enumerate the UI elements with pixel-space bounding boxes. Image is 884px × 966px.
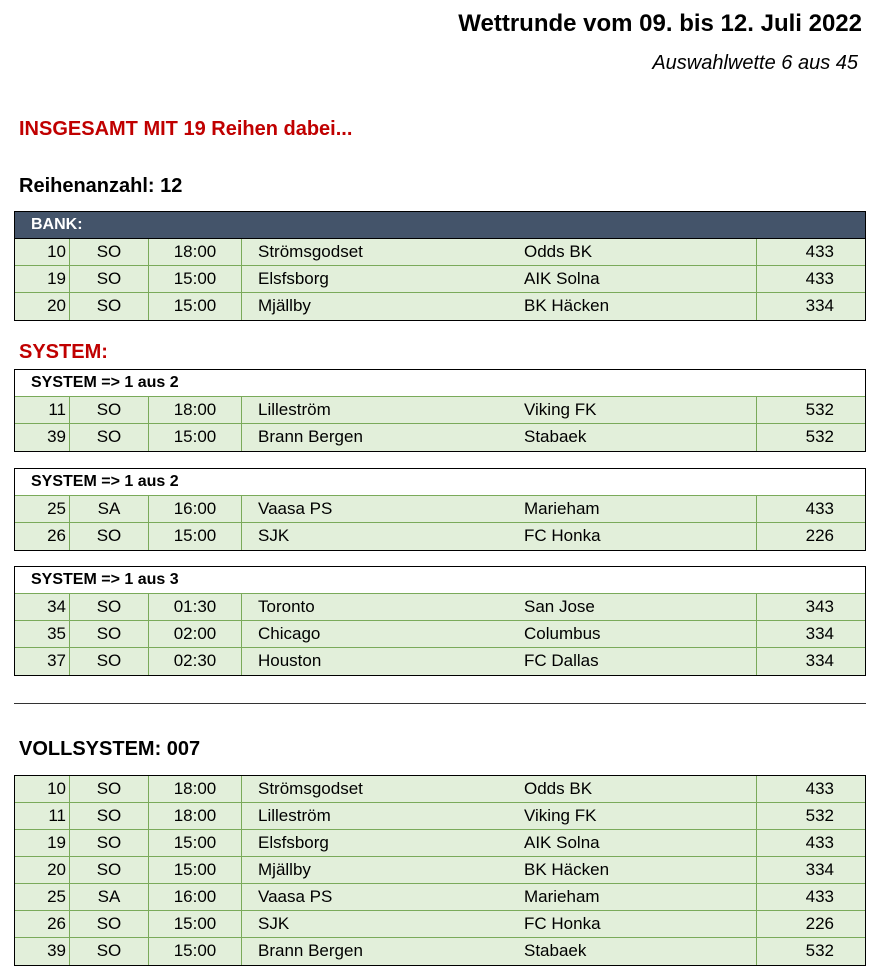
away-team: FC Honka [508, 911, 757, 937]
home-team: Strömsgodset [258, 242, 363, 261]
match-day: SO [70, 594, 149, 620]
match-time: 02:30 [149, 648, 242, 675]
match-number: 20 [15, 293, 70, 320]
match-odds: 433 [805, 269, 834, 288]
home-team: Vaasa PS [258, 499, 333, 518]
system-header: SYSTEM => 1 aus 2 [15, 469, 865, 496]
match-time: 16:00 [149, 884, 242, 910]
match-day: SO [70, 803, 149, 829]
table-row [15, 938, 865, 965]
match-number: 39 [15, 938, 70, 965]
away-team: San Jose [508, 594, 757, 620]
match-number: 25 [15, 884, 70, 910]
away-team: Marieham [508, 496, 757, 522]
match-day: SO [70, 239, 149, 265]
match-odds: 532 [805, 806, 834, 825]
away-team: AIK Solna [508, 830, 757, 856]
page-subtitle: Auswahlwette 6 aus 45 [652, 52, 858, 74]
match-time: 18:00 [149, 776, 242, 802]
match-odds: 433 [805, 242, 834, 261]
table-row [15, 830, 865, 857]
away-team: Columbus [508, 621, 757, 647]
home-team: Mjällby [258, 860, 311, 879]
match-day: SO [70, 266, 149, 292]
match-day: SO [70, 857, 149, 883]
match-number: 19 [15, 830, 70, 856]
system-heading: SYSTEM: [19, 341, 108, 363]
system-rows [15, 496, 865, 550]
table-row [15, 523, 865, 550]
table-row [15, 911, 865, 938]
match-odds: 532 [805, 427, 834, 446]
match-number: 39 [15, 424, 70, 451]
match-number: 19 [15, 266, 70, 292]
match-time: 15:00 [149, 424, 242, 451]
summary-headline: INSGESAMT MIT 19 Reihen dabei... [19, 118, 353, 140]
match-day: SO [70, 938, 149, 965]
away-team: FC Dallas [508, 648, 757, 675]
match-odds: 334 [805, 624, 834, 643]
home-team: Toronto [258, 597, 315, 616]
system-header: SYSTEM => 1 aus 3 [15, 567, 865, 594]
table-row [15, 293, 865, 320]
home-team: Strömsgodset [258, 779, 363, 798]
match-number: 25 [15, 496, 70, 522]
match-odds: 343 [805, 597, 834, 616]
match-time: 15:00 [149, 857, 242, 883]
match-number: 26 [15, 911, 70, 937]
match-day: SA [70, 496, 149, 522]
bank-block [14, 211, 866, 321]
table-row [15, 884, 865, 911]
page-title: Wettrunde vom 09. bis 12. Juli 2022 [458, 10, 862, 37]
table-row [15, 648, 865, 675]
match-number: 11 [15, 803, 70, 829]
match-day: SO [70, 424, 149, 451]
match-odds: 334 [805, 296, 834, 315]
home-team: SJK [258, 526, 290, 545]
match-odds: 532 [805, 941, 834, 960]
match-time: 16:00 [149, 496, 242, 522]
match-odds: 226 [805, 914, 834, 933]
match-odds: 532 [805, 400, 834, 419]
away-team: AIK Solna [508, 266, 757, 292]
match-day: SA [70, 884, 149, 910]
table-row [15, 239, 865, 266]
home-team: Vaasa PS [258, 887, 333, 906]
table-row [15, 496, 865, 523]
match-number: 10 [15, 776, 70, 802]
home-team: Elsfsborg [258, 833, 329, 852]
home-team: SJK [258, 914, 290, 933]
match-time: 15:00 [149, 266, 242, 292]
vollsystem-rows [15, 776, 865, 965]
match-time: 15:00 [149, 293, 242, 320]
match-day: SO [70, 523, 149, 550]
match-odds: 433 [805, 779, 834, 798]
match-time: 15:00 [149, 938, 242, 965]
home-team: Lilleström [258, 806, 331, 825]
match-number: 11 [15, 397, 70, 423]
match-day: SO [70, 776, 149, 802]
away-team: FC Honka [508, 523, 757, 550]
match-number: 20 [15, 857, 70, 883]
match-odds: 334 [805, 860, 834, 879]
away-team: Stabaek [508, 424, 757, 451]
home-team: Mjällby [258, 296, 311, 315]
match-odds: 433 [805, 833, 834, 852]
match-day: SO [70, 911, 149, 937]
system-rows [15, 594, 865, 675]
table-row [15, 397, 865, 424]
match-time: 18:00 [149, 803, 242, 829]
home-team: Brann Bergen [258, 941, 363, 960]
match-time: 15:00 [149, 830, 242, 856]
system-block-3 [14, 566, 866, 676]
match-day: SO [70, 621, 149, 647]
table-row [15, 424, 865, 451]
away-team: BK Häcken [508, 293, 757, 320]
match-day: SO [70, 293, 149, 320]
away-team: Odds BK [508, 239, 757, 265]
away-team: BK Häcken [508, 857, 757, 883]
match-time: 15:00 [149, 523, 242, 550]
match-odds: 433 [805, 499, 834, 518]
table-row [15, 776, 865, 803]
table-row [15, 594, 865, 621]
home-team: Houston [258, 651, 322, 670]
match-odds: 433 [805, 887, 834, 906]
bank-header: BANK: [15, 212, 865, 239]
system-block-2 [14, 468, 866, 551]
vollsystem-block [14, 775, 866, 966]
match-odds: 334 [805, 651, 834, 670]
match-day: SO [70, 397, 149, 423]
match-day: SO [70, 830, 149, 856]
table-row [15, 621, 865, 648]
system-block-1 [14, 369, 866, 452]
match-time: 18:00 [149, 239, 242, 265]
table-row [15, 266, 865, 293]
rows-count-heading: Reihenanzahl: 12 [19, 175, 183, 197]
match-number: 34 [15, 594, 70, 620]
match-time: 01:30 [149, 594, 242, 620]
match-odds: 226 [805, 526, 834, 545]
match-time: 15:00 [149, 911, 242, 937]
away-team: Stabaek [508, 938, 757, 965]
table-row [15, 857, 865, 884]
away-team: Viking FK [508, 803, 757, 829]
match-number: 10 [15, 239, 70, 265]
bank-rows [15, 239, 865, 320]
match-day: SO [70, 648, 149, 675]
home-team: Brann Bergen [258, 427, 363, 446]
match-number: 26 [15, 523, 70, 550]
system-rows [15, 397, 865, 451]
match-number: 37 [15, 648, 70, 675]
system-header: SYSTEM => 1 aus 2 [15, 370, 865, 397]
away-team: Marieham [508, 884, 757, 910]
away-team: Odds BK [508, 776, 757, 802]
match-number: 35 [15, 621, 70, 647]
section-divider [14, 703, 866, 704]
match-time: 02:00 [149, 621, 242, 647]
vollsystem-heading: VOLLSYSTEM: 007 [19, 738, 201, 760]
home-team: Lilleström [258, 400, 331, 419]
table-row [15, 803, 865, 830]
away-team: Viking FK [508, 397, 757, 423]
home-team: Chicago [258, 624, 321, 643]
home-team: Elsfsborg [258, 269, 329, 288]
match-time: 18:00 [149, 397, 242, 423]
